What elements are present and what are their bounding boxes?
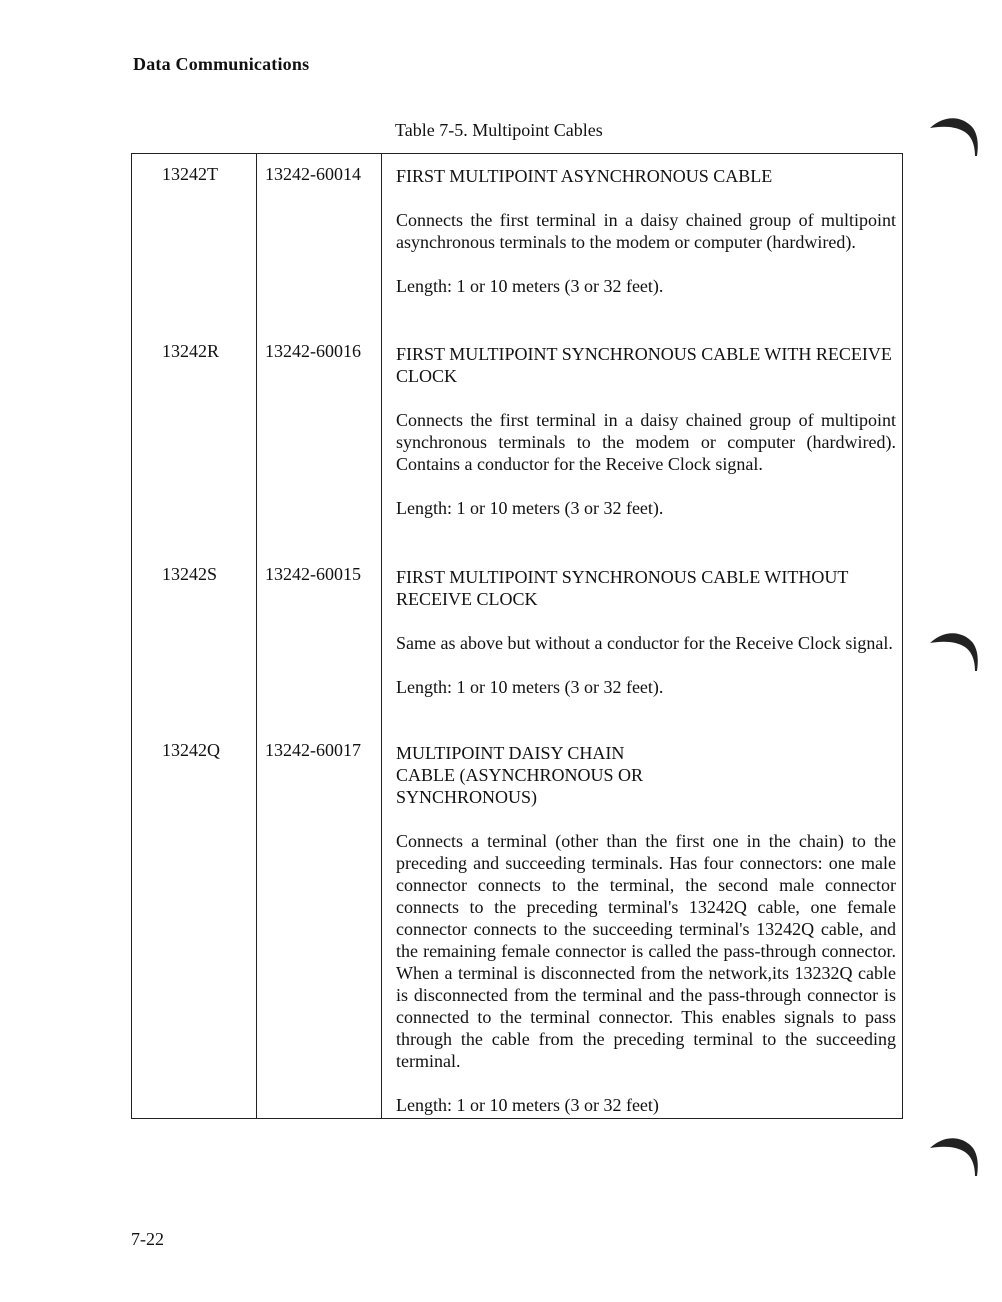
product-number-13242Q: 13242Q	[162, 740, 220, 760]
cable-title: MULTIPOINT DAISY CHAIN CABLE (ASYNCHRONOUS OR SYNCHRONOUS)	[396, 743, 644, 807]
cable-length: Length: 1 or 10 meters (3 or 32 feet).	[396, 498, 664, 518]
multipoint-cables-table	[131, 153, 903, 1119]
page-header: Data Communications	[133, 54, 310, 74]
cable-description: Same as above but without a conductor for the Receive Clock signal.	[396, 633, 893, 653]
tab-mark-graphic	[925, 625, 985, 675]
tab-mark-graphic	[925, 1130, 985, 1180]
product-number-13242R: 13242R	[162, 341, 220, 361]
cable-title: FIRST MULTIPOINT SYNCHRONOUS CABLE WITH RECEIVE CLOCK	[396, 344, 892, 386]
cable-description: Connects a terminal (other than the first one in the chain) to the preceding and succeeding terminals. Has four connectors: one male connector connects to the terminal, the second male connector connects to the preceding terminal's 13242Q cable, one female connector connects to the succeeding terminal's 13242Q cable, and the remaining female connector is called the pass-through connector. When a terminal is disconnected from the network,its 13232Q cable is disconnected from the terminal and the pass-through connector is connected to the terminal connector. This enables signals to pass through the cable from the preceding terminal to the succeeding terminal.	[396, 831, 896, 1071]
cable-length: Length: 1 or 10 meters (3 or 32 feet).	[396, 276, 664, 296]
part-number-60016: 13242-60016	[265, 341, 361, 361]
description-column	[382, 154, 902, 1118]
cable-length: Length: 1 or 10 meters (3 or 32 feet).	[396, 677, 664, 697]
cable-entry-13242S	[396, 566, 896, 698]
cable-length: Length: 1 or 10 meters (3 or 32 feet)	[396, 1095, 659, 1115]
part-number-60014: 13242-60014	[265, 164, 361, 184]
part-number-60015: 13242-60015	[265, 564, 361, 584]
part-number-column	[257, 154, 382, 1118]
table-caption: Table 7-5. Multipoint Cables	[395, 120, 603, 140]
cable-entry-13242R	[396, 343, 896, 519]
product-number-13242S: 13242S	[162, 564, 218, 584]
cable-description: Connects the first terminal in a daisy chained group of multipoint asynchronous terminals to the modem or computer (hardwired).	[396, 210, 896, 252]
cable-description: Connects the first terminal in a daisy chained group of multipoint synchronous terminals to the modem or computer (hardwired). Contains a conductor for the Receive Clock signal.	[396, 410, 896, 474]
product-number-13242T: 13242T	[162, 164, 218, 184]
product-number-column	[132, 154, 257, 1118]
cable-title: FIRST MULTIPOINT ASYNCHRONOUS CABLE	[396, 166, 773, 186]
cable-entry-13242Q	[396, 742, 896, 1116]
cable-entry-13242T	[396, 165, 896, 297]
cable-title: FIRST MULTIPOINT SYNCHRONOUS CABLE WITHOUT RECEIVE CLOCK	[396, 567, 849, 609]
part-number-60017: 13242-60017	[265, 740, 361, 760]
tab-mark-graphic	[925, 110, 985, 160]
page-number: 7-22	[131, 1229, 164, 1249]
